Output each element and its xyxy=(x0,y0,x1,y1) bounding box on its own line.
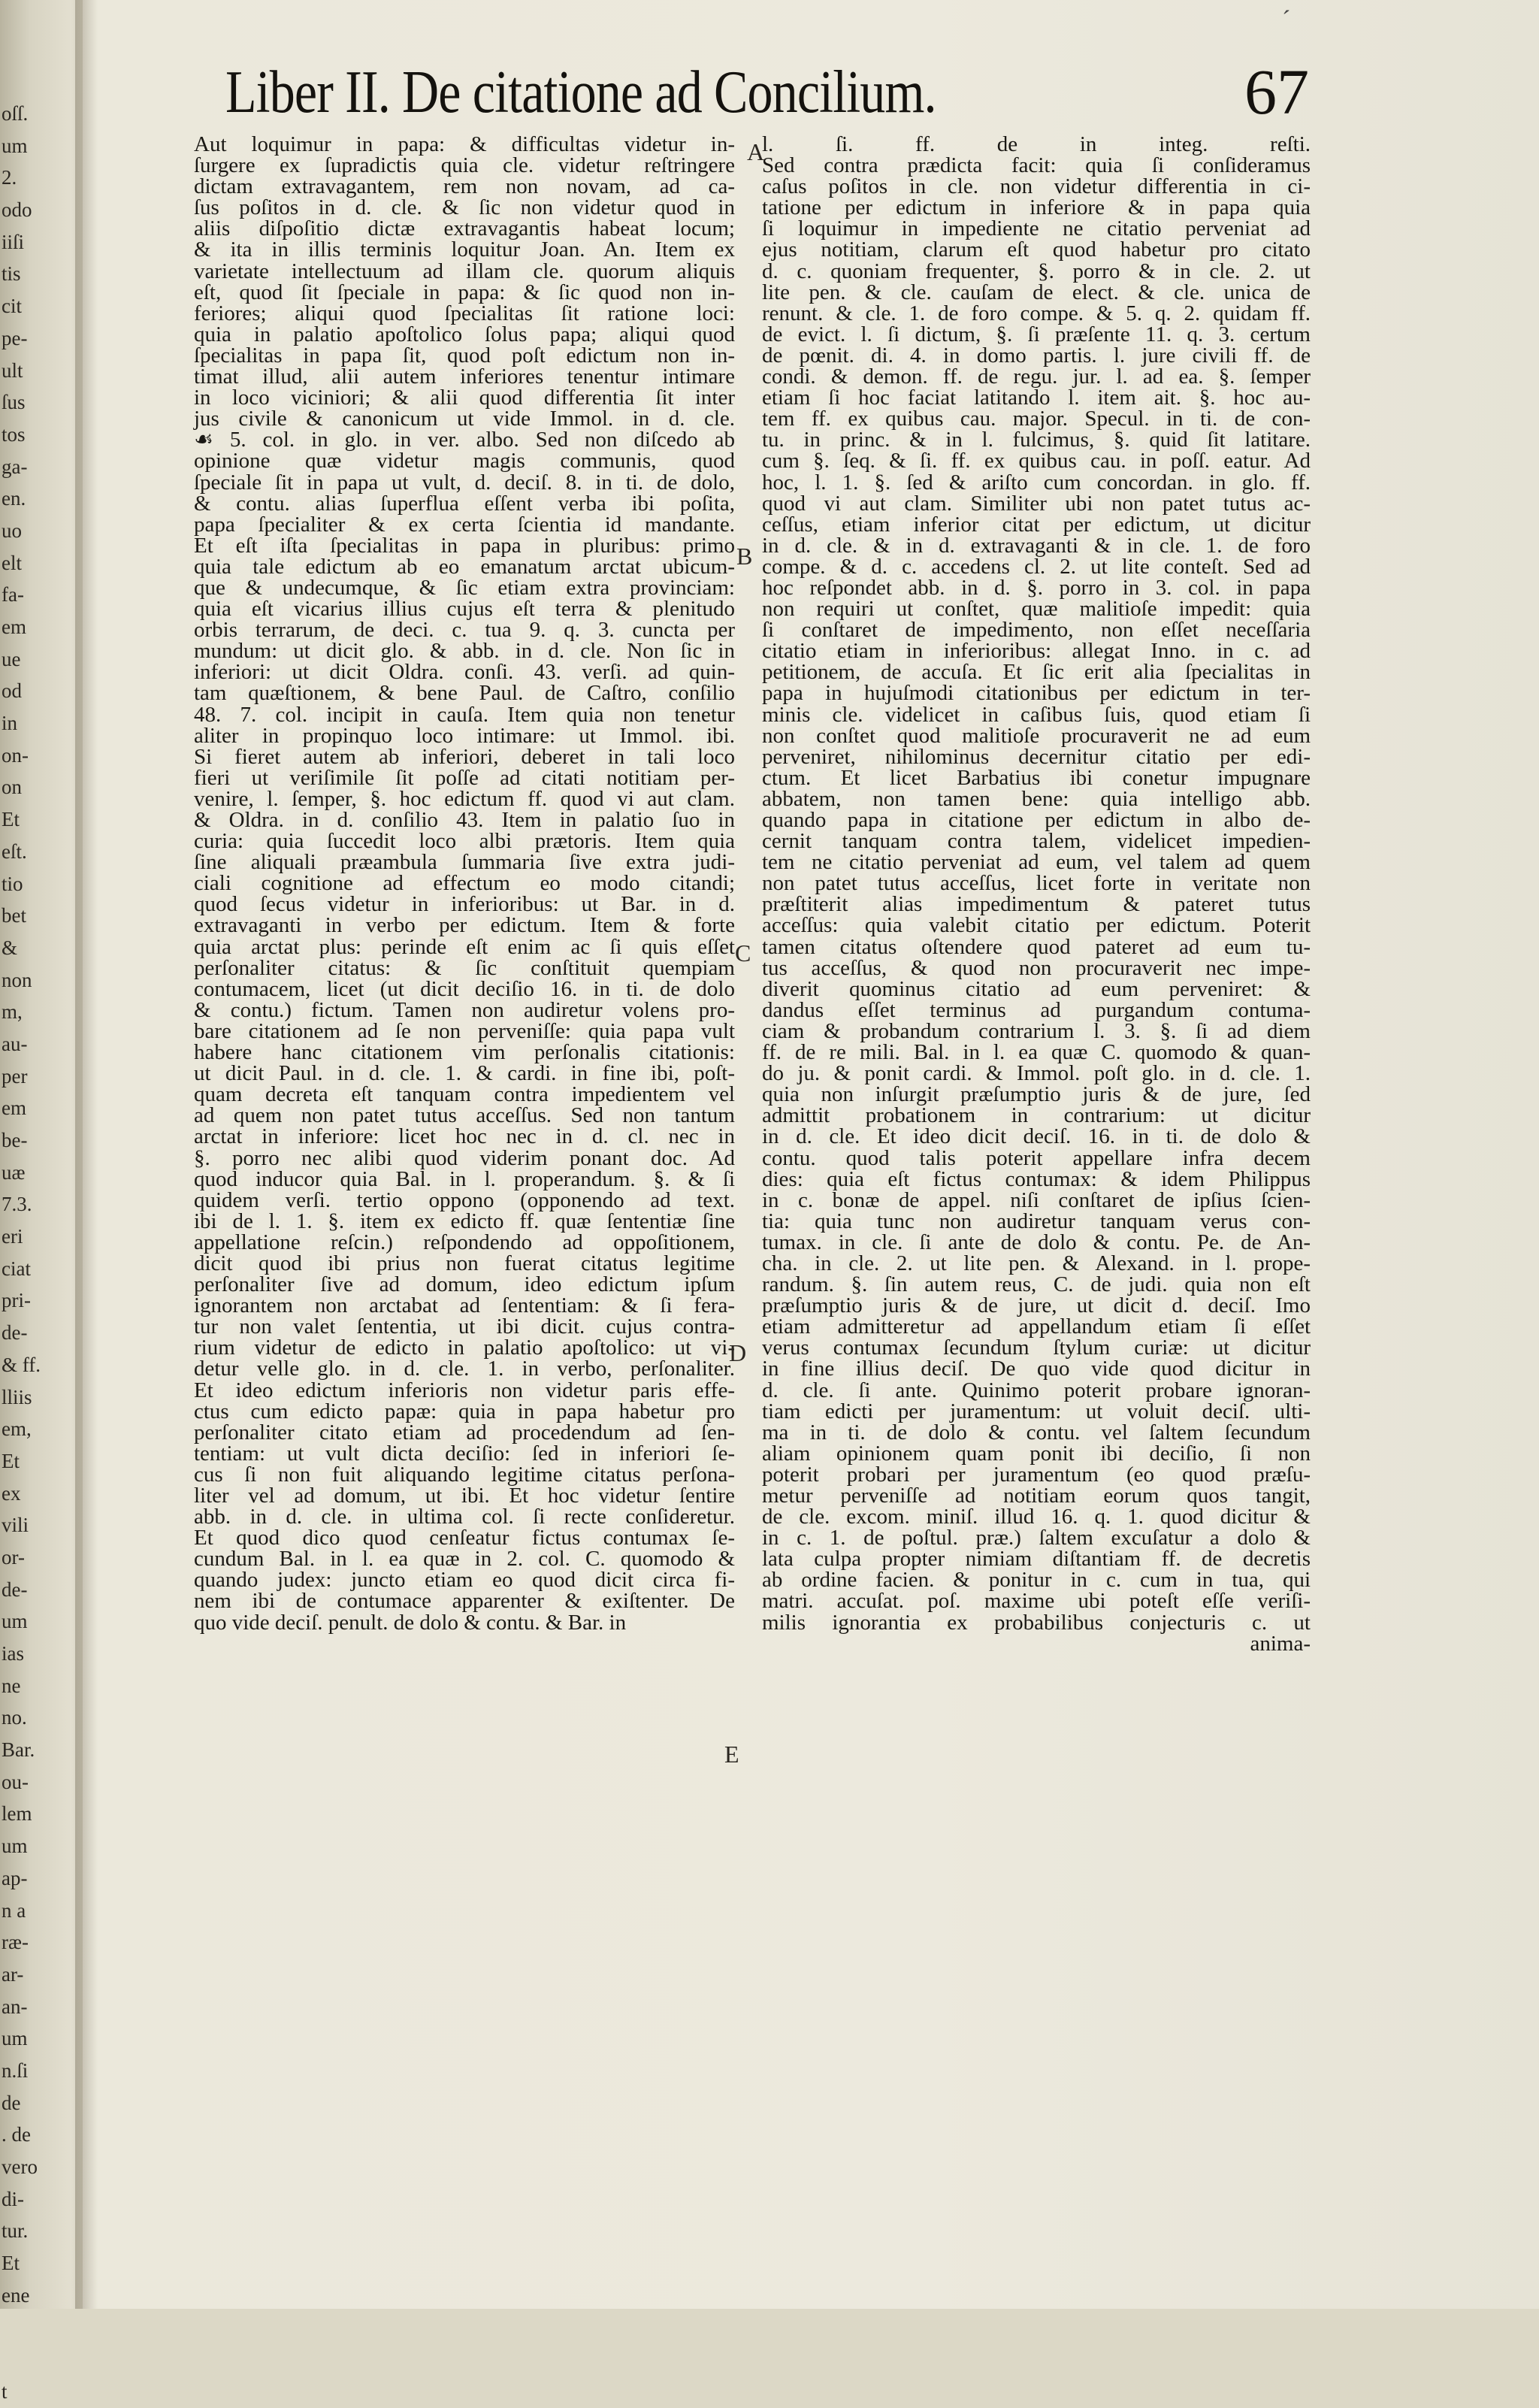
right-column-line: admittit probationem in contrarium: ut dicitur xyxy=(762,1103,1311,1128)
right-column-line: ſi conſtaret de impedimento, non eſſet neceſſaria xyxy=(762,618,1311,643)
previous-page-fragment: Bar. xyxy=(2,1738,35,1762)
previous-page-fragment: be- xyxy=(2,1129,28,1151)
previous-page-fragment xyxy=(0,2311,47,2343)
right-column-line: præſtiterit alias impedimentum & pateret tutus xyxy=(762,892,1311,917)
previous-page-fragment: on xyxy=(2,776,22,799)
previous-page-fragment: & xyxy=(2,936,18,959)
left-column-line: inferiori: ut dicit Oldra. conſi. 43. verſi. ad quin- xyxy=(194,660,735,685)
right-column-line: ejus notitiam, clarum eſt quod habetur pro citato xyxy=(762,237,1311,262)
right-column-line: milis ignorantia ex probabilibus conjecturis c. ut xyxy=(762,1610,1311,1635)
right-column-line: abbatem, non tamen bene: quia intelligo abb. xyxy=(762,786,1311,811)
left-column-line: ſpeciale ſit in papa ut vult, d. deciſ. 8. in ti. de dolo, xyxy=(194,470,735,495)
margin-marker-d: D xyxy=(729,1339,747,1366)
right-column-line: petitionem, de accuſa. Et ſic erit alia ſpecialitas in xyxy=(762,660,1311,685)
right-column-line: renunt. & cle. 1. de foro compe. & 5. q. 2. quidam ff. xyxy=(762,301,1311,325)
right-column-line: tiam edicti per juramentum: ut voluit deciſ. ulti- xyxy=(762,1399,1311,1423)
left-column-line: quidem verſi. tertio oppono (opponendo ad text. xyxy=(194,1187,735,1212)
previous-page-fragment: ræ- xyxy=(2,1931,29,1954)
left-column xyxy=(194,134,735,2223)
left-column-line: liter vel ad domum, ut ibi. Et hoc videtur ſentire xyxy=(194,1484,735,1508)
left-column-line: cus ſi non fuit aliquando legitime citatus perſona- xyxy=(194,1462,735,1487)
previous-page-fragment: au- xyxy=(2,1032,28,1055)
previous-page-fragment: no. xyxy=(2,1706,27,1729)
right-column-line: hoc reſpondet abb. in d. §. porro in 3. col. in papa xyxy=(762,575,1311,600)
right-column xyxy=(762,134,1311,2223)
right-column-line: perveniret, nihilominus decernitur citatio per edi- xyxy=(762,744,1311,769)
right-column-line: tem ne citatio perveniat ad eum, vel talem ad quem xyxy=(762,850,1311,875)
right-column-line: compe. & d. c. accedens cl. 2. ut lite conteſt. Sed ad xyxy=(762,554,1311,579)
right-column-line: ceſſus, etiam inferior citat per edictum, ut dicitur xyxy=(762,512,1311,537)
right-column-line: cha. in cle. 2. ut lite pen. & Alexand. in l. prope- xyxy=(762,1251,1311,1275)
right-column-line: d. cle. ſi ante. Quinimo poterit probare ignoran- xyxy=(762,1378,1311,1402)
left-column-line: appellatione reſcin.) reſpondendo ad oppoſitionem, xyxy=(194,1230,735,1254)
left-column-line: timat illud, alii autem inferiores tenentur intimare xyxy=(194,365,735,389)
previous-page-fragment: pe- xyxy=(2,326,28,349)
right-column-line: do ju. & ponit cardi. & Immol. poſt glo. in d. cle. 1. xyxy=(762,1061,1311,1086)
left-column-line: quia eſt vicarius illius cujus eſt terra & plenitudo xyxy=(194,597,735,622)
left-column-line: varietate intellectuum ad illam cle. quorum aliquis xyxy=(194,259,735,283)
previous-page-fragment: iiſi xyxy=(2,230,25,253)
margin-marker-c: C xyxy=(735,939,751,967)
left-column-line: cundum Bal. in l. ea quæ in 2. col. C. quomodo & xyxy=(194,1547,735,1572)
left-column-line: ſurgere ex ſupradictis quia cle. videtur reſtringere xyxy=(194,153,735,178)
left-column-line: ad quem non patet tutus acceſſus. Sed non tantum xyxy=(194,1103,735,1128)
left-column-line: Et eſt iſta ſpecialitas in papa in pluribus: primo xyxy=(194,533,735,558)
previous-page-fragment: em, xyxy=(2,1417,32,1441)
left-column-line: & Oldra. in d. conſilio 43. Item in palatio ſuo in xyxy=(194,808,735,832)
left-column-line: habere hanc citationem vim perſonalis citationis: xyxy=(194,1040,735,1065)
previous-page-fragment: Et xyxy=(2,2252,20,2275)
previous-page-fragment: ap- xyxy=(2,1866,28,1889)
right-column-line: ctum. Et licet Barbatius ibi conetur impugnare xyxy=(762,765,1311,790)
left-column-line: 48. 7. col. incipit in cauſa. Item quia non tenetur xyxy=(194,702,735,727)
right-column-line: Sed contra prædicta facit: quia ſi conſideramus xyxy=(762,153,1311,178)
previous-page-fragment: eſt. xyxy=(2,839,27,863)
right-column-line: matri. accuſat. poſ. maxime ubi poteſt eſſe veriſi- xyxy=(762,1589,1311,1614)
left-column-line: ut dicit Paul. in d. cle. 1. & cardi. in fine ibi, poſt- xyxy=(194,1061,735,1086)
previous-page-fragment: tos xyxy=(2,422,26,446)
right-column-line: contu. quod talis poterit appellare infra decem xyxy=(762,1145,1311,1170)
previous-page-fragment: ne xyxy=(2,1674,21,1697)
previous-page-fragment: non xyxy=(2,968,32,991)
left-column-line: & contu.) fictum. Tamen non audiretur volens pro- xyxy=(194,997,735,1022)
previous-page-edge xyxy=(0,0,83,2403)
previous-page-fragment: ou- xyxy=(2,1770,29,1793)
previous-page-fragment: tio xyxy=(2,872,23,895)
previous-page-fragment: lem xyxy=(2,1802,32,1826)
previous-page-fragment: di- xyxy=(2,2187,24,2210)
right-column-line: tatione per edictum in inferiore & in papa quia xyxy=(762,195,1311,220)
left-column-line: venire, l. ſemper, §. hoc edictum ff. quod vi aut clam. xyxy=(194,786,735,811)
left-column-line: quia arctat plus: perinde eſt enim ac ſi quis eſſet xyxy=(194,934,735,959)
left-column-line: Aut loquimur in papa: & difficultas videtur in- xyxy=(194,132,735,156)
left-column-line: Et ideo edictum inferioris non videtur paris effe- xyxy=(194,1378,735,1402)
left-column-line: perſonaliter citatus: & ſic conſtituit quempiam xyxy=(194,955,735,980)
previous-page-fragment: & ff. xyxy=(2,1353,41,1376)
previous-page-fragment: t xyxy=(2,2379,8,2403)
left-column-line: Et quod dico quod cenſeatur fictus contumax ſe- xyxy=(194,1526,735,1550)
right-column-line: papa in hujuſmodi citationibus per edictum in ter- xyxy=(762,681,1311,706)
previous-page-fragment: lliis xyxy=(2,1385,32,1408)
left-column-line: quam decreta eſt tanquam contra impedientem vel xyxy=(194,1082,735,1107)
right-column-line: cum §. ſeq. & ſi. ff. ex quibus cau. in poſſ. eatur. Ad xyxy=(762,449,1311,473)
previous-page-fragment: ult xyxy=(2,358,23,382)
previous-page-fragment: de xyxy=(2,2091,21,2114)
previous-page-fragment: um xyxy=(2,2027,28,2050)
right-column-line: tumax. in cle. ſi ante de dolo & contu. Pe. de An- xyxy=(762,1230,1311,1254)
left-column-line: rium videtur de edicto in palatio apoſtolico: ut vi- xyxy=(194,1336,735,1360)
left-column-line: perſonaliter ſive ad domum, ideo edictum ipſum xyxy=(194,1272,735,1297)
right-column-line: non patet tutus acceſſus, licet forte in veritate non xyxy=(762,871,1311,896)
previous-page-fragment: per xyxy=(2,1064,28,1088)
previous-page-fragment: ciat xyxy=(2,1257,31,1280)
previous-page-fragment: en. xyxy=(2,487,26,510)
left-column-line: fieri ut veriſimile ſit poſſe ad citati notitiam per- xyxy=(194,765,735,790)
previous-page-fragment: um xyxy=(2,1610,28,1633)
previous-page-fragment: oſſ. xyxy=(2,102,29,125)
right-column-line: randum. §. ſin autem reus, C. de judi. quia non eſt xyxy=(762,1272,1311,1297)
previous-page-fragment: cit xyxy=(2,295,22,318)
previous-page-fragment: eri xyxy=(2,1225,23,1248)
right-column-line: cernit tanquam contra talem, videlicet impedien- xyxy=(762,829,1311,854)
left-column-line: ibi de l. 1. §. item ex edicto ff. quæ ſententiæ ſine xyxy=(194,1209,735,1233)
previous-page-fragment: od xyxy=(2,679,22,703)
left-column-line: aliis diſpoſitio dictæ extravagantis habeat locum; xyxy=(194,216,735,241)
right-column-line: de evict. l. ſi dictum, §. ſi præſente 11. q. 3. certum xyxy=(762,322,1311,346)
right-column-line: metur perveniſſe ad notitiam eorum quos tangit, xyxy=(762,1484,1311,1508)
left-column-line: quod ſecus videtur in inferioribus: ut Bar. in d. xyxy=(194,892,735,917)
left-column-line: ciali cognitione ad effectum eo modo citandi; xyxy=(194,871,735,896)
right-column-line: non conſtet quod malitioſe procuraverit ne ad eum xyxy=(762,723,1311,748)
right-column-line: quod vi aut clam. Similiter ubi non patet tutus ac- xyxy=(762,491,1311,516)
left-column-line: ſus poſitos in d. cle. & ſic non videtur quod in xyxy=(194,195,735,220)
previous-page-fragment: ar- xyxy=(2,1962,24,1986)
left-column-line: tam quæſtionem, & bene Paul. de Caſtro, conſilio xyxy=(194,681,735,706)
right-column-line: non requiri ut conſtet, quæ malitioſe impedit: quia xyxy=(762,597,1311,622)
left-column-line: extravaganti in verbo per edictum. Item & forte xyxy=(194,913,735,938)
previous-page-fragment: an- xyxy=(2,1995,28,2018)
left-column-line: orbis terrarum, de deci. c. tua 9. q. 3. cuncta per xyxy=(194,618,735,643)
right-column-line: ab ordine facien. & ponitur in c. cum in tua, qui xyxy=(762,1568,1311,1593)
left-column-line: quia tale edictum ab eo emanatum arctat ubicum- xyxy=(194,554,735,579)
gutter-shadow xyxy=(75,0,98,2309)
previous-page-fragment: Et xyxy=(2,808,20,831)
right-column-line: in fine illius deciſ. De quo vide quod dicitur in xyxy=(762,1357,1311,1381)
right-column-line: tem ff. ex quibus cau. major. Specul. in ti. de con- xyxy=(762,407,1311,431)
left-column-line: abb. in d. cle. in ultima col. ſi recte conſideretur. xyxy=(194,1505,735,1529)
previous-page-fragment: um xyxy=(2,1835,28,1858)
right-column-line: aliam opinionem quam ponit ibi deciſio, ſi non xyxy=(762,1441,1311,1466)
left-column-line: dictam extravagantem, rem non novam, ad ca- xyxy=(194,174,735,199)
left-column-line: contumacem, licet (ut dicit deciſio 16. in ti. de dolo xyxy=(194,976,735,1001)
left-column-line: bare citationem ad ſe non perveniſſe: quia papa vult xyxy=(194,1018,735,1043)
right-column-line: dandus eſſet terminus ad purgandum contuma- xyxy=(762,997,1311,1022)
left-column-line: quia in palatio apoſtolico ſolus papa; aliqui quod xyxy=(194,322,735,346)
right-column-line: tu. in princ. & in l. fulcimus, §. quid ſit latitare. xyxy=(762,428,1311,452)
left-column-line: aliter in propinquo loco intimare: ut Immol. ibi. xyxy=(194,723,735,748)
previous-page-fragment: fa- xyxy=(2,583,24,607)
left-column-line: que & undecumque, & ſic etiam extra provinciam: xyxy=(194,575,735,600)
right-column-line: hoc, l. 1. §. ſed & ariſto cum concordan. in glo. ff. xyxy=(762,470,1311,495)
right-column-line: quando papa in citatione per edictum in albo de- xyxy=(762,808,1311,832)
previous-page-fragment: bet xyxy=(2,904,26,927)
right-column-line: verus contumax ſecundum ſtylum curiæ: ut dicitur xyxy=(762,1336,1311,1360)
previous-page-fragment: vili xyxy=(2,1514,29,1537)
right-column-line: caſus poſitos in cle. non videtur differentia in ci- xyxy=(762,174,1311,199)
right-column-line: ſi loquimur in impediente ne citatio perveniat ad xyxy=(762,216,1311,241)
left-column-line: papa ſpecialiter & ex certa ſcientia id mandante. xyxy=(194,512,735,537)
right-column-line: lite pen. & cle. cauſam de elect. & cle. unica de xyxy=(762,280,1311,304)
previous-page-fragment: em xyxy=(2,616,26,638)
left-column-line: ſine aliquali præambula ſummaria ſive extra judi- xyxy=(194,850,735,875)
right-column-line: de pœnit. di. 4. in domo partis. l. jure civili ff. de xyxy=(762,343,1311,368)
right-column-line: in d. cle. & in d. extravaganti & in cle. 1. de foro xyxy=(762,533,1311,558)
right-column-line: tus acceſſus, & quod non procuraverit nec impe- xyxy=(762,955,1311,980)
previous-page-fragment: ex xyxy=(2,1481,21,1505)
previous-page-fragment: or- xyxy=(2,1545,25,1569)
right-column-line: quia non inſurgit præſumptio juris & de jure, ſed xyxy=(762,1082,1311,1107)
right-column-line: ff. de re mili. Bal. in l. ea quæ C. quomodo & quan- xyxy=(762,1040,1311,1065)
left-column-line: quo vide deciſ. penult. de dolo & contu. & Bar. in xyxy=(194,1610,627,1635)
right-column-line: l. ſi. ff. de in integ. reſti. xyxy=(762,132,1311,156)
right-column-line: in c. bonæ de appel. niſi conſtaret de ipſius ſcien- xyxy=(762,1187,1311,1212)
right-column-line: poterit probari per juramentum (eo quod præſu- xyxy=(762,1462,1311,1487)
previous-page-fragment: ue xyxy=(2,647,21,670)
catchword: anima- xyxy=(1250,1631,1311,1656)
previous-page-fragment: . de xyxy=(2,2123,31,2146)
left-column-line: & ita in illis terminis loquitur Joan. An. Item ex xyxy=(194,237,735,262)
left-column-line: tentiam: ut vult dicta deciſio: ſed in inferiori ſe- xyxy=(194,1441,735,1466)
left-column-line: perſonaliter citato etiam ad procedendum ad ſen- xyxy=(194,1420,735,1444)
left-column-line: ignorantem non arctabat ad ſententiam: & ſi fera- xyxy=(194,1293,735,1318)
left-column-line: nem ibi de contumace apparenter & exiſtenter. De xyxy=(194,1589,735,1614)
previous-page-fragment: m, xyxy=(2,1000,23,1024)
previous-page-margin-text xyxy=(0,98,47,2403)
right-column-line: etiam ſi hoc faciat latitando l. item ait. §. hoc au- xyxy=(762,386,1311,410)
right-column-line: ma in ti. de dolo & contu. vel ſaltem ſecundum xyxy=(762,1420,1311,1444)
page-title: Liber II. De citatione ad Concilium. xyxy=(225,59,936,126)
right-column-line: d. c. quoniam frequenter, §. porro & in cle. 2. ut xyxy=(762,259,1311,283)
previous-page-fragment: em xyxy=(2,1097,26,1120)
right-column-line: in c. 1. de poſtul. præ.) ſaltem excuſatur a dolo & xyxy=(762,1526,1311,1550)
previous-page-fragment: um xyxy=(2,134,28,157)
right-column-line: præſumptio juris & de jure, ut dicit d. deciſ. Imo xyxy=(762,1293,1311,1318)
left-column-line: feriores; aliqui quod ſpecialitas ſit ratione loci: xyxy=(194,301,735,325)
previous-page-fragment: Et xyxy=(2,1449,20,1472)
previous-page-fragment: 2. xyxy=(2,166,17,189)
left-column-line: opinione quæ videtur magis communis, quod xyxy=(194,449,735,473)
previous-page-fragment: ias xyxy=(2,1642,24,1665)
right-column-line: dies: quia eſt fictus contumax: & idem Philippus xyxy=(762,1166,1311,1191)
left-column-line: jus civile & canonicum ut vide Immol. in d. cle. xyxy=(194,407,735,431)
previous-page-fragment: 7.3. xyxy=(2,1193,32,1216)
right-column-line: minis cle. videlicet in caſibus ſuis, quod etiam ſi xyxy=(762,702,1311,727)
previous-page-fragment: tis xyxy=(2,262,21,286)
right-column-line: in d. cle. Et ideo dicit deciſ. 16. in ti. de dolo & xyxy=(762,1124,1311,1149)
previous-page-fragment: ene xyxy=(2,2283,30,2307)
right-column-line: lata culpa propter nimiam diſtantiam ff. de decretis xyxy=(762,1547,1311,1572)
left-column-line: quod inducor quia Bal. in l. properandum. §. & ſi xyxy=(194,1166,735,1191)
right-column-line: condi. & demon. ff. de regu. jur. l. ad ea. §. ſemper xyxy=(762,365,1311,389)
margin-marker-a: A xyxy=(747,138,765,165)
left-column-line: ☙ 5. col. in glo. in ver. albo. Sed non diſcedo ab xyxy=(194,428,735,452)
previous-page-fragment: de- xyxy=(2,1578,28,1601)
left-column-line: quando judex: juncto etiam eo quod dicit circa fi- xyxy=(194,1568,735,1593)
right-column-line: ciam & probandum contrarium l. 3. §. ſi ad diem xyxy=(762,1018,1311,1043)
page-number: 67 xyxy=(1244,56,1309,128)
previous-page-fragment: vero xyxy=(2,2155,38,2178)
previous-page-fragment: elt xyxy=(2,551,22,574)
left-column-line: & contu. alias ſuperflua eſſent verba ibi poſita, xyxy=(194,491,735,516)
previous-page-fragment: on- xyxy=(2,743,29,767)
right-column-line: diverit quominus citatio ad eum perveniret: & xyxy=(762,976,1311,1001)
previous-page-fragment: ſus xyxy=(2,391,26,414)
previous-page-fragment: uæ xyxy=(2,1160,26,1184)
right-column-line: de cle. excom. miniſ. illud 16. q. 1. quod dicitur & xyxy=(762,1505,1311,1529)
left-column-line: arctat in inferiore: licet hoc nec in d. cl. nec in xyxy=(194,1124,735,1149)
previous-page-fragment: de- xyxy=(2,1321,28,1345)
previous-page-fragment: ga- xyxy=(2,455,28,478)
tick-mark: ˊ xyxy=(1282,6,1291,34)
left-column-line: dicit quod ibi prius non fuerat citatus legitime xyxy=(194,1251,735,1275)
previous-page-fragment: pri- xyxy=(2,1289,31,1312)
previous-page-fragment: uo xyxy=(2,519,22,542)
left-column-line: Si fieret autem ab inferiori, deberet in tali loco xyxy=(194,744,735,769)
right-column-line: tia: quia tunc non audiretur tanquam verus con- xyxy=(762,1209,1311,1233)
previous-page-fragment: tur. xyxy=(2,2219,29,2243)
right-column-line: tamen citatus oſtendere quod pateret ad eum tu- xyxy=(762,934,1311,959)
running-header xyxy=(225,56,1330,128)
left-column-line: ctus cum edicto papæ: quia in papa habetur pro xyxy=(194,1399,735,1423)
margin-marker-b: B xyxy=(736,543,753,570)
previous-page-fragment xyxy=(0,2343,47,2376)
left-column-line: tur non valet ſententia, ut ibi dicit. cujus contra- xyxy=(194,1314,735,1339)
right-column-line: etiam admitteretur ad appellandum etiam ſi eſſet xyxy=(762,1314,1311,1339)
right-column-line: acceſſus: quia valebit citatio per edictum. Poterit xyxy=(762,913,1311,938)
left-column-line: ſpecialitas in papa ſit, quod poſt edictum non in- xyxy=(194,343,735,368)
right-column-line: citatio etiam in inferioribus: allegat Inno. in c. ad xyxy=(762,639,1311,664)
left-column-line: in loco viciniori; & alii quod differentia ſit inter xyxy=(194,386,735,410)
margin-marker-e: E xyxy=(724,1741,739,1768)
left-column-line: §. porro nec alibi quod viderim ponant doc. Ad xyxy=(194,1145,735,1170)
left-column-line: detur velle glo. in d. cle. 1. in verbo, perſonaliter. xyxy=(194,1357,735,1381)
previous-page-fragment: n a xyxy=(2,1898,26,1922)
previous-page-fragment: n.ſi xyxy=(2,2059,29,2082)
previous-page-fragment: in xyxy=(2,712,18,735)
left-column-line: mundum: ut dicit glo. & abb. in d. cle. Non ſic in xyxy=(194,639,735,664)
previous-page-fragment: odo xyxy=(2,198,32,222)
left-column-line: curia: quia ſuccedit loco albi prætoris. Item quia xyxy=(194,829,735,854)
left-column-line: eſt, quod ſit ſpeciale in papa: & ſic quod non in- xyxy=(194,280,735,304)
